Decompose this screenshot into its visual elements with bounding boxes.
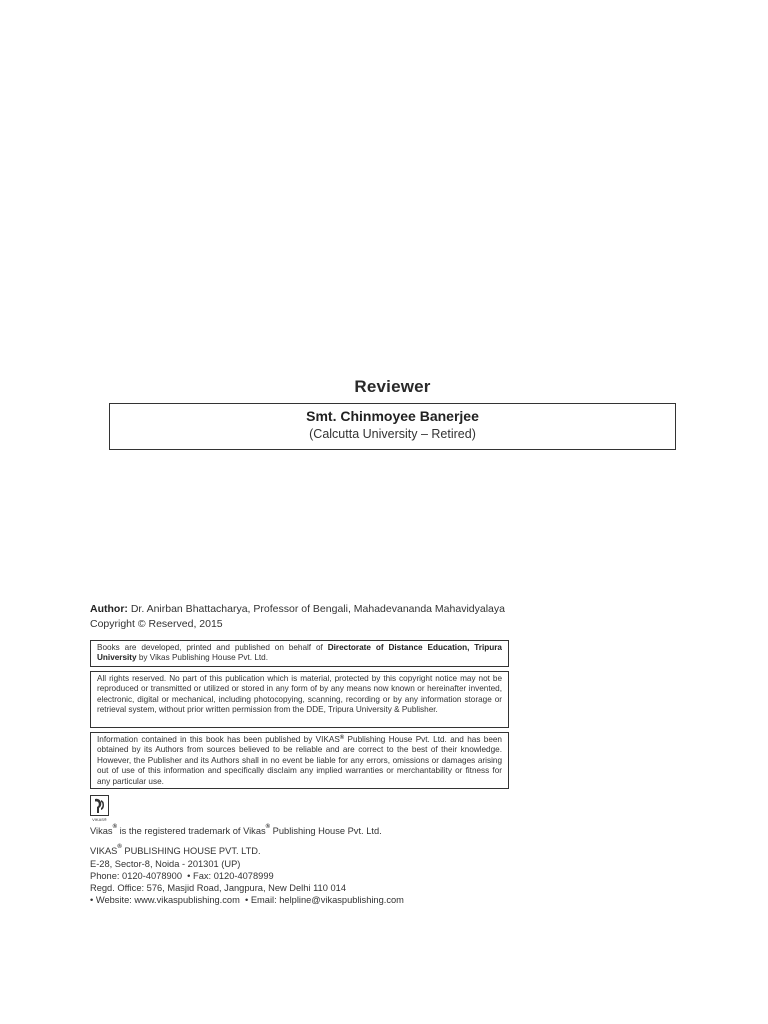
- notice-1-post: by Vikas Publishing House Pvt. Ltd.: [136, 653, 268, 663]
- notice-3-post: Publishing House Pvt. Ltd. and has been obtained by its Authors from sources believed to be reliable and are correct to the best of their knowledge. However, the Publisher and its Authors shall in no event be liable for any errors, omissions or damages arising out of use of this information and specifically disclaim any implied warranties or merchantability or fitness for any particular use.: [97, 735, 502, 786]
- copyright-line: Copyright © Reserved, 2015: [90, 618, 223, 630]
- publishing-notice: [90, 640, 509, 667]
- publisher-web-email: • Website: www.vikaspublishing.com • Email: helpline@vikaspublishing.com: [90, 895, 404, 905]
- tm-a: Vikas: [90, 826, 113, 836]
- rights-notice: All rights reserved. No part of this publication which is material, protected by this copyright notice may not be reproduced or transmitted or utilized or stored in any form of by any means now known or hereinafter invented, electronic, digital or mechanical, including photocopying, scanning, recording or by any information storage or retrieval system, without prior written permission from the DDE, Tripura University & Publisher.: [90, 671, 509, 728]
- vikas-logo-icon: [90, 795, 109, 823]
- author-text: Dr. Anirban Bhattacharya, Professor of Bengali, Mahadevananda Mahavidyalaya: [127, 603, 505, 615]
- reviewer-name: Smt. Chinmoyee Banerjee: [306, 408, 479, 424]
- publisher-name-b: PUBLISHING HOUSE PVT. LTD.: [121, 846, 261, 856]
- trademark-line: [90, 826, 382, 836]
- reviewer-heading: Reviewer: [354, 377, 431, 396]
- author-label: Author:: [90, 603, 128, 615]
- notice-1-pre: Books are developed, printed and published on behalf of: [97, 643, 328, 652]
- author-line: [90, 603, 505, 615]
- publisher-phone-fax: Phone: 0120-4078900 • Fax: 0120-4078999: [90, 871, 274, 881]
- tm-b: is the registered trademark of Vikas: [117, 826, 266, 836]
- tm-c: Publishing House Pvt. Ltd.: [270, 826, 382, 836]
- publisher-name-reg: ®: [117, 844, 122, 850]
- publisher-name: [90, 846, 261, 856]
- publisher-address: E-28, Sector-8, Noida - 201301 (UP): [90, 859, 241, 869]
- tm-reg-2: ®: [265, 824, 271, 830]
- notice-3-pre: Information contained in this book has been published by VIKAS: [97, 735, 340, 744]
- tm-reg-1: ®: [112, 824, 117, 830]
- publisher-regd-office: Regd. Office: 576, Masjid Road, Jangpura, New Delhi 110 014: [90, 883, 346, 893]
- notice-1-bold: Directorate of Distance Education, Tripura University: [97, 643, 502, 663]
- vikas-logo-caption: VIKAS®: [92, 817, 107, 822]
- notice-3-reg: ®: [339, 735, 345, 741]
- disclaimer-notice: [90, 732, 509, 789]
- reviewer-box: [109, 403, 676, 450]
- reviewer-affiliation: (Calcutta University – Retired): [309, 427, 476, 441]
- publisher-name-a: VIKAS: [90, 846, 118, 856]
